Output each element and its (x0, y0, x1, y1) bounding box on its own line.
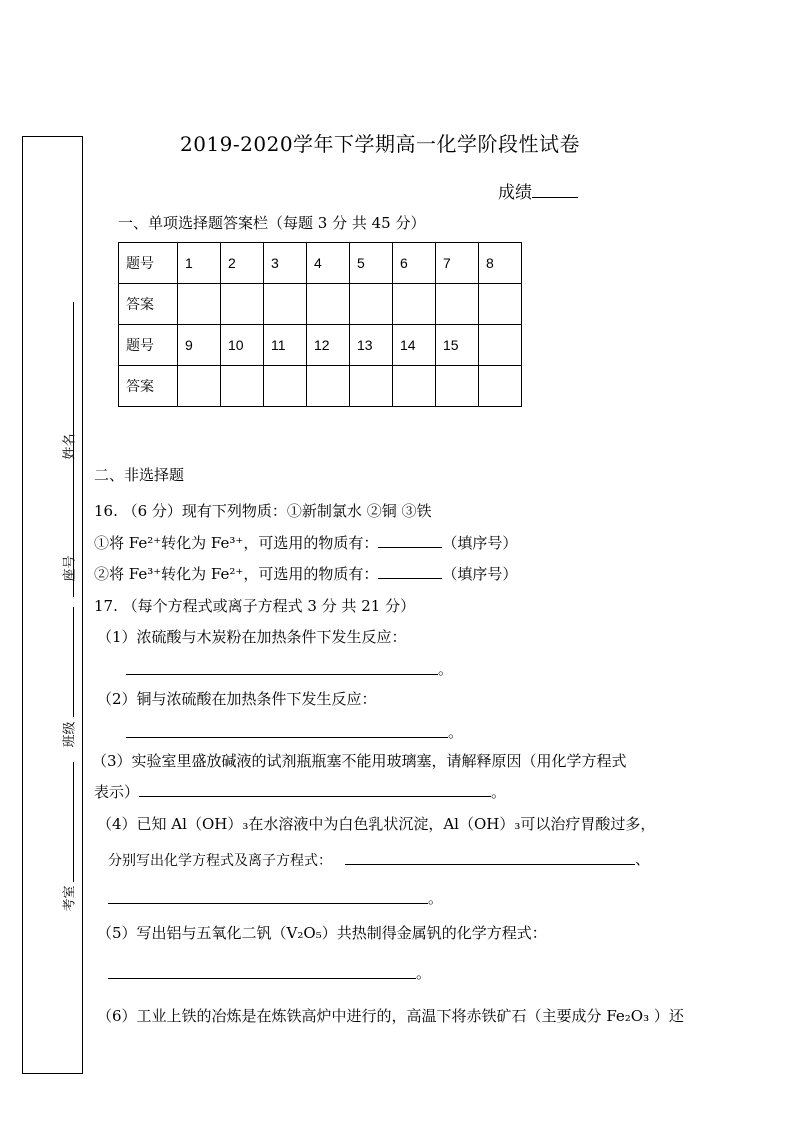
q17-1: （1）浓硫酸与木炭粉在加热条件下发生反应： (97, 628, 407, 646)
q17-4-answer-line-2[interactable] (108, 903, 428, 904)
table-row (119, 284, 522, 325)
q-number: 3 (264, 243, 307, 284)
table-row (119, 325, 522, 366)
q-number (479, 325, 522, 366)
answer-cell[interactable] (479, 284, 522, 325)
answer-cell[interactable] (307, 284, 350, 325)
q16-1-text: ①将 Fe²⁺转化为 Fe³⁺，可选用的物质有： (94, 534, 379, 552)
room-label: 考室 (62, 885, 78, 912)
table-row (119, 366, 522, 407)
table-row (119, 243, 522, 284)
q17-4-period: 。 (428, 889, 444, 907)
q17-2-period: 。 (448, 723, 464, 741)
name-label: 姓名 (62, 433, 78, 460)
score-field (498, 178, 578, 203)
seat-label: 座号 (62, 555, 78, 582)
q17-5-answer-line[interactable] (108, 978, 416, 979)
q16-1-blank[interactable] (378, 535, 442, 548)
q-number: 14 (393, 325, 436, 366)
answer-cell[interactable] (350, 366, 393, 407)
q17-6: （6）工业上铁的冶炼是在炼铁高炉中进行的，高温下将赤铁矿石（主要成分 Fe₂O₃ ）还 (97, 1007, 684, 1025)
q16-title: 16. （6 分）现有下列物质：①新制氯水 ②铜 ③铁 (94, 502, 432, 520)
answer-cell[interactable] (436, 366, 479, 407)
q17-4b: 分别写出化学方程式及离子方程式： (108, 853, 332, 869)
q17-5-period: 。 (416, 964, 432, 982)
q17-2-answer-line[interactable] (126, 737, 448, 738)
q-number: 1 (178, 243, 221, 284)
q16-2-text: ②将 Fe³⁺转化为 Fe²⁺，可选用的物质有： (94, 565, 379, 583)
room-line (73, 762, 74, 882)
q-number: 4 (307, 243, 350, 284)
q-number: 2 (221, 243, 264, 284)
answer-cell[interactable] (350, 284, 393, 325)
score-blank[interactable] (532, 183, 578, 198)
answer-cell[interactable] (307, 366, 350, 407)
q-number: 11 (264, 325, 307, 366)
q17-5: （5）写出铝与五氧化二钒（V₂O₅）共热制得金属钒的化学方程式： (97, 924, 547, 942)
row-label-q: 题号 (119, 325, 178, 366)
answer-cell[interactable] (264, 284, 307, 325)
q17-3-answer-line[interactable] (139, 784, 491, 797)
q17-2: （2）铜与浓硫酸在加热条件下发生反应： (97, 690, 377, 708)
q17-title: 17. （每个方程式或离子方程式 3 分 共 21 分） (94, 597, 416, 615)
answer-cell[interactable] (436, 284, 479, 325)
answer-cell[interactable] (221, 284, 264, 325)
q-number: 9 (178, 325, 221, 366)
q17-3a: （3）实验室里盛放碱液的试剂瓶瓶塞不能用玻璃塞，请解释原因（用化学方程式 (92, 752, 627, 770)
class-label: 班级 (62, 721, 78, 748)
q17-3b-text: 表示） (94, 783, 140, 801)
q-number: 7 (436, 243, 479, 284)
answer-cell[interactable] (479, 366, 522, 407)
q16-1 (94, 532, 517, 553)
q-number: 8 (479, 243, 522, 284)
section2-heading: 二、非选择题 (94, 466, 185, 484)
answer-cell[interactable] (393, 284, 436, 325)
q17-3-period: 。 (491, 783, 507, 801)
q17-1-period: 。 (438, 660, 454, 678)
binding-strip (22, 136, 83, 1074)
q-number: 10 (221, 325, 264, 366)
q16-2-suffix: （填序号） (442, 565, 518, 583)
answer-cell[interactable] (178, 366, 221, 407)
row-label-q: 题号 (119, 243, 178, 284)
answer-cell[interactable] (264, 366, 307, 407)
q16-1-suffix: （填序号） (442, 534, 518, 552)
answer-cell[interactable] (393, 366, 436, 407)
q17-4a: （4）已知 Al（OH）₃在水溶液中为白色乳状沉淀，Al（OH）₃可以治疗胃酸过多， (97, 815, 656, 833)
q-number: 15 (436, 325, 479, 366)
row-label-a: 答案 (119, 366, 178, 407)
page-title: 2019-2020学年下学期高一化学阶段性试卷 (180, 132, 581, 156)
q-number: 6 (393, 243, 436, 284)
q-number: 13 (350, 325, 393, 366)
answer-table (118, 242, 522, 407)
row-label-a: 答案 (119, 284, 178, 325)
class-line (73, 607, 74, 717)
section1-heading: 一、单项选择题答案栏（每题 3 分 共 45 分） (118, 214, 426, 232)
q17-1-answer-line[interactable] (126, 674, 438, 675)
q17-4-comma: 、 (635, 850, 651, 868)
q16-2-blank[interactable] (378, 566, 442, 579)
q-number: 12 (307, 325, 350, 366)
q-number: 5 (350, 243, 393, 284)
q17-4-answer-line-1[interactable] (345, 864, 635, 865)
q16-2 (94, 563, 517, 584)
answer-cell[interactable] (221, 366, 264, 407)
answer-cell[interactable] (178, 284, 221, 325)
score-label: 成绩 (498, 183, 532, 203)
q17-3b (94, 781, 506, 802)
